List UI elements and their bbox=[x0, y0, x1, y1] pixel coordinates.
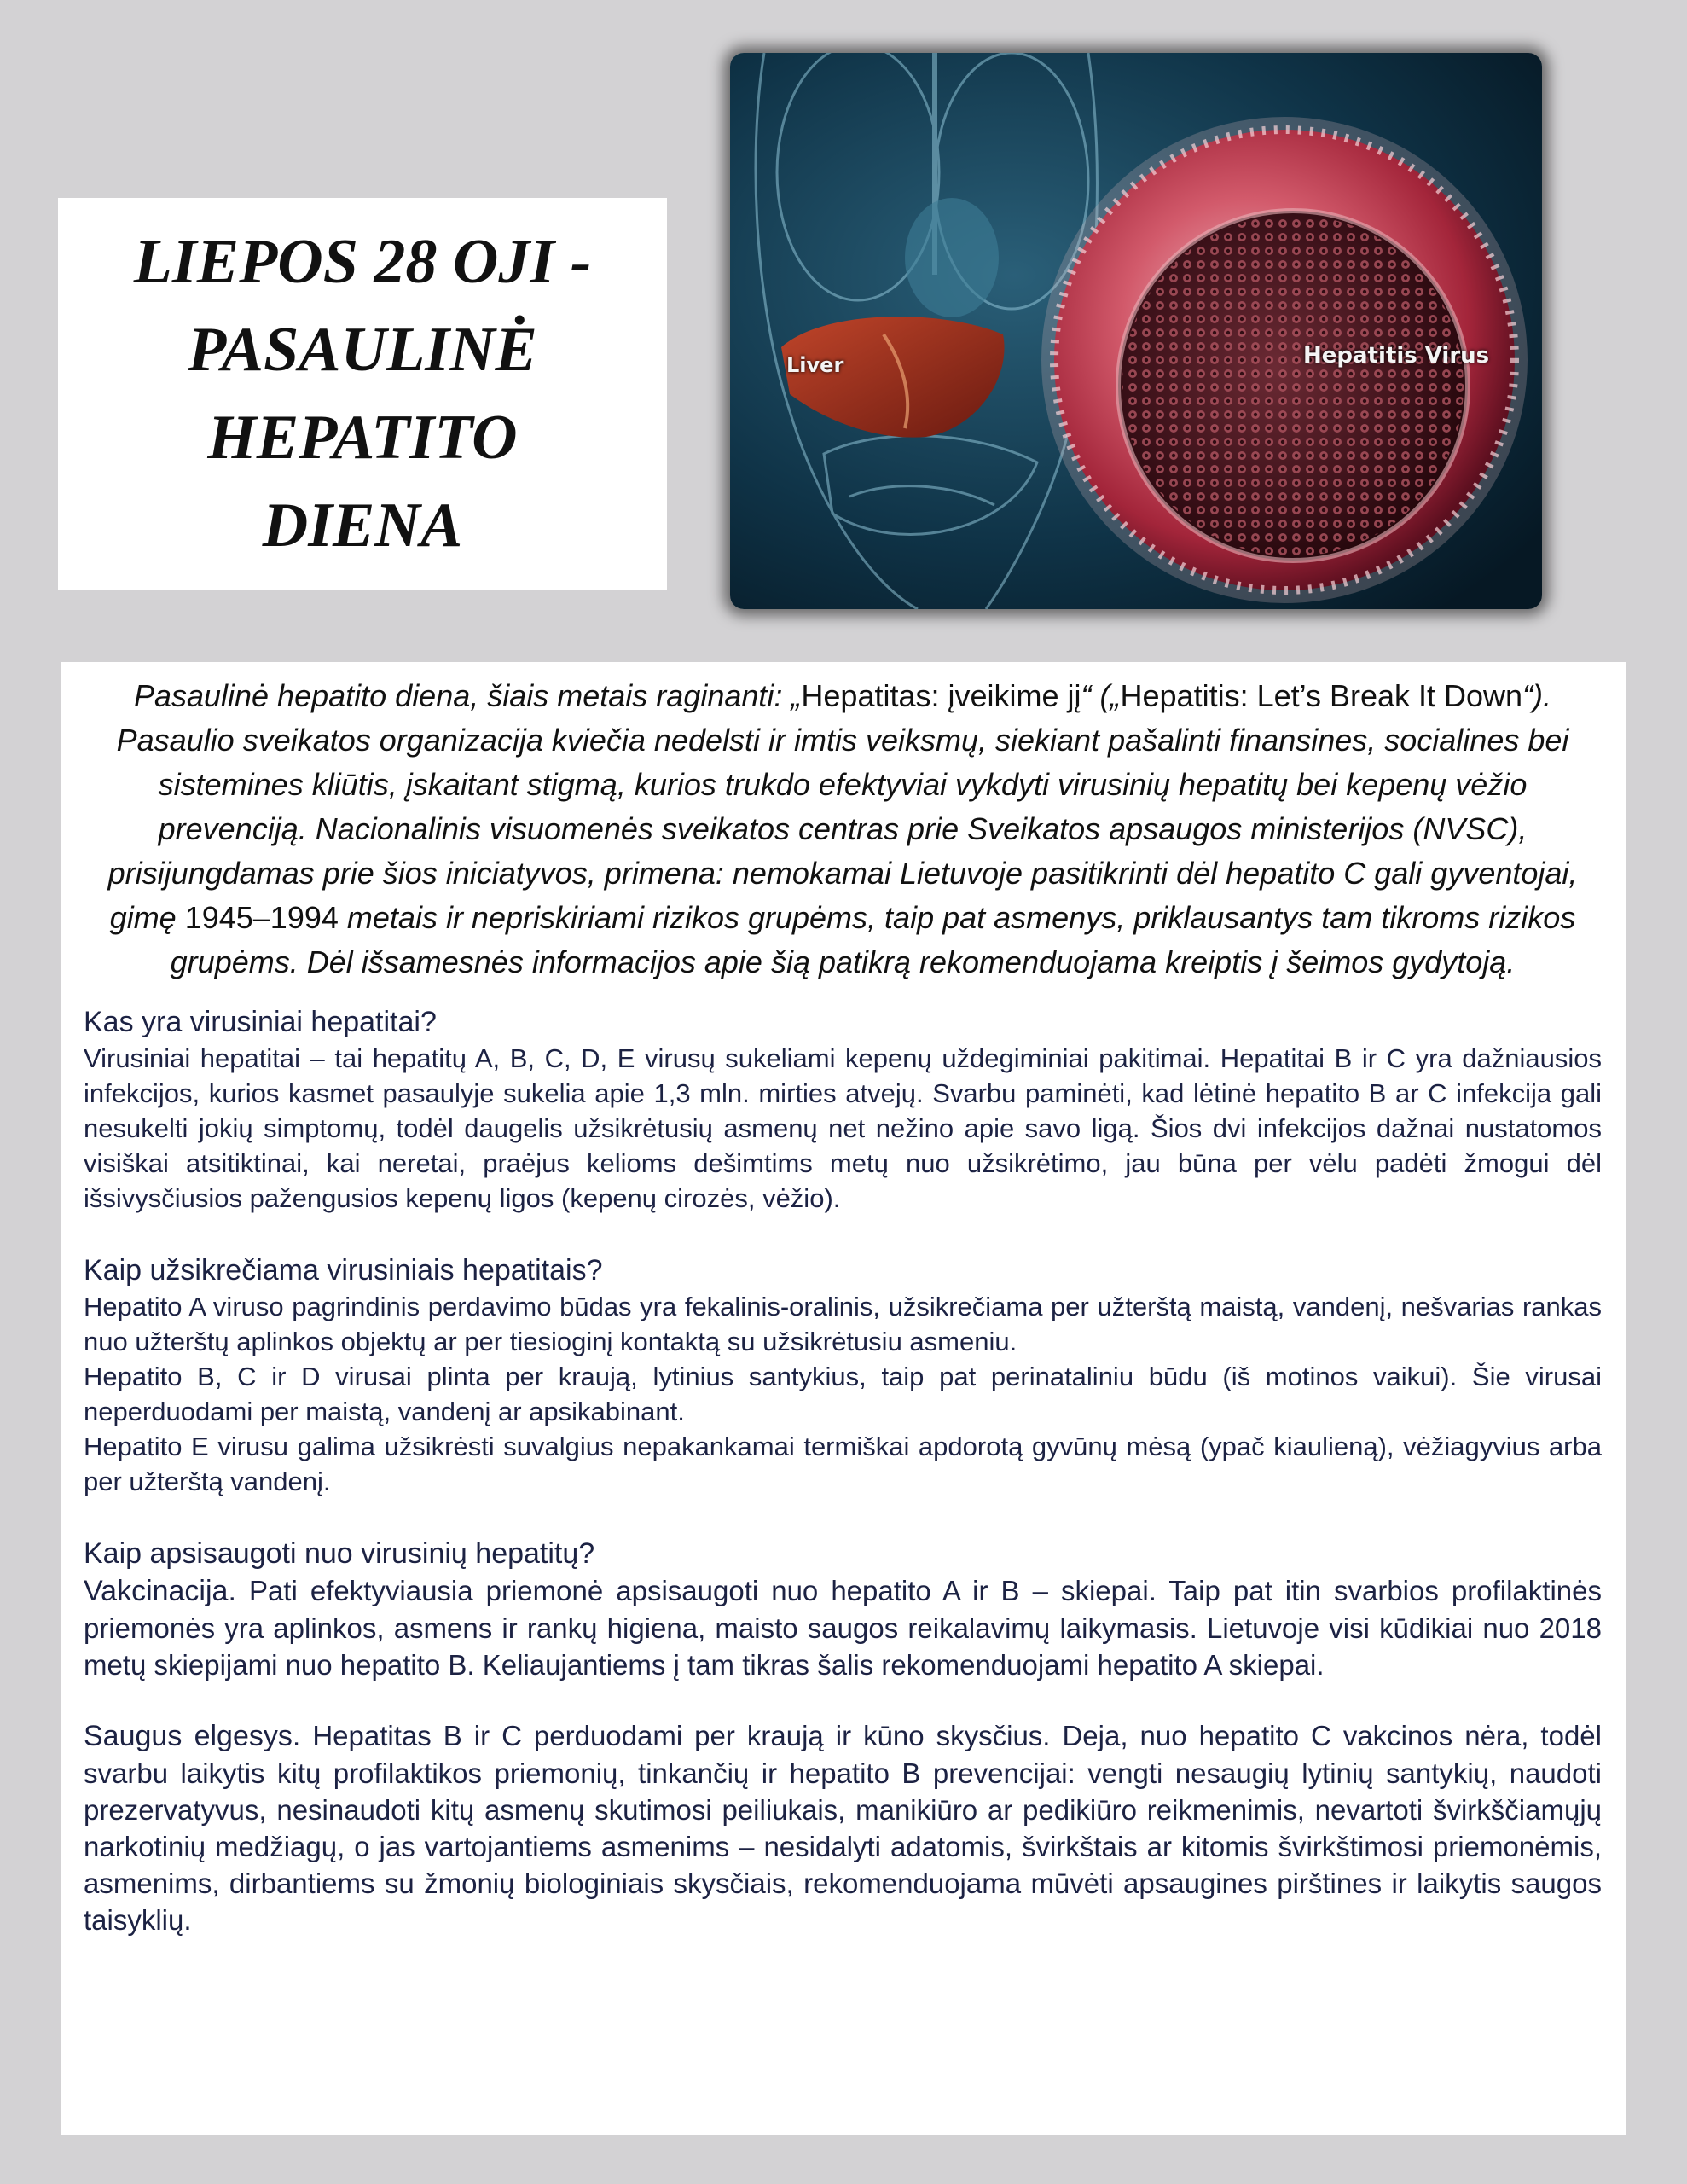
title-line-3: HEPATITO bbox=[207, 403, 518, 473]
title-line-1: LIEPOS 28 OJI - bbox=[133, 227, 592, 297]
page-title bbox=[134, 218, 592, 570]
section-text-what-is: Virusiniai hepatitai – tai hepatitų A, B, C, D, E virusų sukeliami kepenų uždegiminiai pakitimai. Hepatitai B ir C yra dažniausios infekcijos, kurios kasmet pasaulyje sukelia apie 1,3 mln. mirties atvejų. Svarbu paminėti, kad lėtinė hepatito B ar C infekcija gali nesukelti jokių simptomų, todėl daugelis užsikrėtusių asmenų net nežino apie savo ligą. Šios dvi infekcijos dažnai nustatomos visiškai atsitiktinai, kai neretai, praėjus kelioms dešimtims metų nuo užsikrėtimo, jau būna per vėlu padėti žmogui dėl išsivysčiusios pažengusios kepenų ligos (kepenų cirozės, vėžio). bbox=[84, 1043, 1602, 1213]
hepatitis-illustration-image bbox=[730, 53, 1542, 609]
hepatitis-illustration bbox=[730, 53, 1542, 609]
title-line-4: DIENA bbox=[262, 491, 463, 561]
section-transmission bbox=[84, 1252, 1602, 1499]
article-content bbox=[61, 662, 1626, 2135]
vaccination-lead: Vakcinacija. bbox=[84, 1575, 236, 1607]
prevention-safe-behavior bbox=[84, 1717, 1602, 1938]
intro-paragraph bbox=[84, 674, 1602, 985]
title-box bbox=[58, 198, 667, 590]
safe-behavior-lead: Saugus elgesys. bbox=[84, 1720, 301, 1752]
section-what-is bbox=[84, 1003, 1602, 1216]
liver-label: Liver bbox=[786, 353, 844, 377]
title-line-2: PASAULINĖ bbox=[188, 315, 537, 385]
intro-quote-lt: Hepatitas: įveikime jį bbox=[801, 678, 1081, 713]
intro-quote-en: Hepatitis: Let’s Break It Down bbox=[1120, 678, 1523, 713]
transmission-hepatitis-e: Hepatito E virusu galima užsikrėsti suvalgius nepakankamai termiškai apdorotą gyvūnų mėsą (ypač kiaulieną), vėžiagyvius arba per užterštą vandenį. bbox=[84, 1432, 1602, 1496]
vaccination-text: Pati efektyviausia priemonė apsisaugoti nuo hepatito A ir B – skiepai. Taip pat itin svarbios profilaktinės priemonės yra aplinkos, asmens ir rankų higiena, maisto saugos reikalavimų laikymasis. Lietuvoje visi kūdikiai nuo 2018 metų skiepijami nuo hepatito B. Keliaujantiems į tam tikras šalis rekomenduojami hepatito A skiepai. bbox=[84, 1575, 1602, 1681]
prevention-vaccination bbox=[84, 1572, 1602, 1683]
intro-text-1: Pasaulinė hepatito diena, šiais metais raginanti: „ bbox=[133, 678, 802, 713]
section-title-transmission: Kaip užsikrečiama virusiniais hepatitais? bbox=[84, 1254, 603, 1287]
intro-years: 1945–1994 bbox=[184, 900, 339, 935]
paragraph-gap bbox=[84, 1683, 1602, 1717]
intro-text-2: “ („ bbox=[1081, 678, 1121, 713]
section-title-prevention: Kaip apsisaugoti nuo virusinių hepatitų? bbox=[84, 1537, 595, 1570]
intro-text-3: “). Pasaulio sveikatos organizacija kviečia nedelsti ir imtis veiksmų, siekiant pašalinti finansines, socialines bei sistemines kliūtis, įskaitant stigmą, kurios trukdo efektyviai vykdyti virusinių hepatitų bei kepenų vėžio prevenciją. Nacionalinis visuomenės sveikatos centras prie Sveikatos apsaugos ministerijos (NVSC), prisijungdamas prie šios iniciatyvos, primena: nemokamai Lietuvoje pasitikrinti dėl hepatito C gali gyventojai, gimę bbox=[107, 678, 1578, 935]
transmission-hepatitis-bcd: Hepatito B, C ir D virusai plinta per kraują, lytinius santykius, taip pat perinataliniu būdu (iš motinos vaikui). Šie virusai neperduodami per maistą, vandenį ar apsikabinant. bbox=[84, 1362, 1602, 1426]
virus-label: Hepatitis Virus bbox=[1303, 343, 1490, 369]
safe-behavior-text: Hepatitas B ir C perduodami per kraują ir kūno skysčius. Deja, nuo hepatito C vakcinos nėra, todėl svarbu laikytis kitų profilaktikos priemonių, tinkančių ir hepatito B prevencijai: vengti nesaugių lytinių santykių, naudoti prezervatyvus, nesinaudoti kitų asmenų skutimosi peiliukais, manikiūro ar pedikiūro reikmenimis, nevartoti švirkščiamųjų narkotinių medžiagų, o jas vartojantiems asmenims – nesidalyti adatomis, švirkštais ar kitomis švirkštimosi priemonėmis, asmenims, dirbantiems su žmonių biologiniais skysčiais, rekomenduojama mūvėti apsaugines pirštines ir laikytis saugos taisyklių. bbox=[84, 1720, 1602, 1936]
intro-text-4: metais ir nepriskiriami rizikos grupėms, taip pat asmenys, priklausantys tam tikroms rizikos grupėms. Dėl išsamesnės informacijos apie šią patikrą rekomenduojama kreiptis į šeimos gydytoją. bbox=[170, 900, 1576, 979]
section-prevention bbox=[84, 1535, 1602, 1938]
transmission-hepatitis-a: Hepatito A viruso pagrindinis perdavimo būdas yra fekalinis-oralinis, užsikrečiama per užterštą maistą, vandenį, nešvarias rankas nuo užterštų aplinkos objektų ar per tiesioginį kontaktą su užsikrėtusiu asmeniu. bbox=[84, 1292, 1602, 1356]
section-title-what-is: Kas yra virusiniai hepatitai? bbox=[84, 1006, 437, 1038]
